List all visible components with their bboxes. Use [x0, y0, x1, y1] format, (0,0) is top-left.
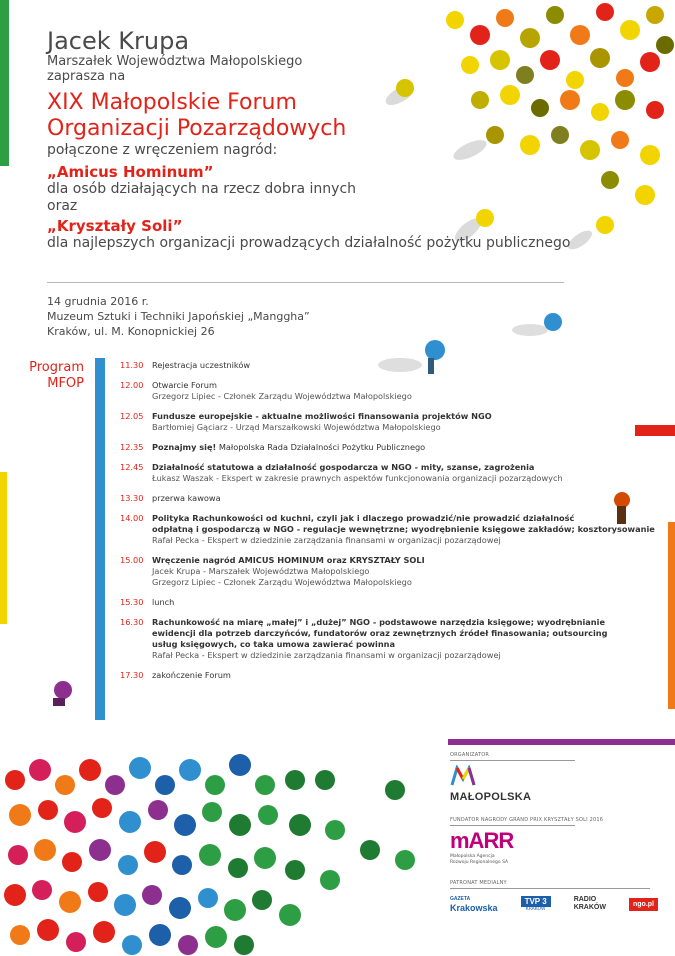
header-divider [47, 282, 564, 283]
schedule-title: lunch [152, 597, 175, 607]
schedule-time: 12.00 [120, 380, 144, 390]
program-title-line2: MFOP [47, 376, 84, 391]
schedule-time: 11.30 [120, 360, 144, 370]
tvp-sub: KRAKÓW [525, 907, 546, 912]
event-info [47, 294, 310, 339]
schedule-title: Poznajmy się! [152, 442, 217, 452]
schedule-title: Otwarcie Forum [152, 380, 217, 390]
radio-line1: RADIO [573, 896, 597, 903]
schedule-time: 12.05 [120, 411, 144, 421]
program-title [22, 360, 84, 392]
marr-subtitle-line1: Małopolska Agencja [450, 854, 495, 859]
schedule-speaker: Jacek Krupa - Marszałek Województwa Małopolskiego [152, 566, 370, 576]
connector-text: oraz [47, 198, 78, 214]
schedule-row [120, 411, 660, 433]
schedule-speaker: Grzegorz Lipiec - Członek Zarządu Województwa Małopolskiego [152, 391, 412, 401]
schedule-time: 15.30 [120, 597, 144, 607]
award1-name: „Amicus Hominum” [47, 163, 214, 181]
award2-description: dla najlepszych organizacji prowadzących działalność pożytku publicznego [47, 235, 571, 251]
schedule-title-cont: usług księgowych, co taka umowa zawierać powinna [152, 639, 396, 649]
radio-line2: KRAKÓW [573, 904, 606, 911]
marr-subtitle-line2: Rozwoju Regionalnego SA [450, 860, 509, 865]
gazeta-big: Krakowska [450, 903, 498, 913]
radio-krakow-logo [574, 896, 606, 912]
tvp-text: TVP 3 [521, 896, 551, 907]
schedule-time: 14.00 [120, 513, 144, 523]
schedule-speaker: Łukasz Waszak - Ekspert w zakresie prawnych aspektów funkcjonowania organizacji pozarządowych [152, 473, 563, 483]
crowd-illustration-bottom [0, 730, 430, 956]
combined-text: połączone z wręczeniem nagród: [47, 142, 278, 158]
gazeta-small: GAZETA [450, 896, 471, 902]
award1-description: dla osób działających na rzecz dobra innych [47, 181, 357, 197]
schedule-time: 12.45 [120, 462, 144, 472]
media-logos [450, 895, 658, 913]
schedule-time: 12.35 [120, 442, 144, 452]
yellow-side-bar [0, 472, 7, 624]
schedule-speaker: Rafał Pecka - Ekspert w dziedzinie zarządzania finansami w organizacji pozarządowej [152, 650, 501, 660]
schedule-title: przerwa kawowa [152, 493, 221, 503]
schedule-row [120, 617, 660, 661]
schedule-row [120, 670, 660, 681]
schedule-title: Rejestracja uczestników [152, 360, 251, 370]
schedule-time: 13.30 [120, 493, 144, 503]
schedule-row [120, 597, 660, 608]
purple-divider-bar [448, 739, 675, 745]
malopolska-m-icon [450, 765, 476, 787]
schedule-row [120, 555, 660, 588]
caption-divider [450, 760, 575, 761]
schedule-title: Rachunkowość na miarę „małej” i „dużej” NGO - podstawowe narzędzia księgowe; wyodrębnianie [152, 617, 605, 627]
schedule-row [120, 360, 660, 371]
header [47, 28, 577, 252]
award2-name: „Kryształy Soli” [47, 217, 183, 235]
event-address: Kraków, ul. M. Konopnickiej 26 [47, 325, 215, 338]
schedule-title-cont: ewidencji dla potrzeb darczyńców, fundatorów oraz zewnętrznych źródeł finasowania; outsourcing [152, 628, 608, 638]
forum-title-line2: Organizacji Pozarządowych [47, 116, 347, 141]
schedule-time: 15.00 [120, 555, 144, 565]
forum-title-line1: XIX Małopolskie Forum [47, 90, 297, 115]
schedule-speaker: Bartłomiej Gąciarz - Urząd Marszałkowski Województwa Małopolskiego [152, 422, 441, 432]
event-date: 14 grudnia 2016 r. [47, 295, 149, 308]
schedule-title: Polityka Rachunkowości od kuchni, czyli jak i dlaczego prowadzić/nie prowadzić działalność [152, 513, 575, 523]
gazeta-krakowska-logo [450, 895, 498, 913]
marr-logo: mARR [450, 828, 514, 853]
schedule-row [120, 493, 660, 504]
funder-caption: FUNDATOR NAGRODY GRAND PRIX KRYSZTAŁY SOLI 2016 [450, 817, 604, 823]
schedule-row [120, 513, 660, 546]
program-title-line1: Program [29, 360, 84, 375]
organizer-name: Jacek Krupa [47, 27, 190, 55]
schedule-title: Wręczenie nagród AMICUS HOMINUM oraz KRYSZTAŁY SOLI [152, 555, 425, 565]
caption-divider [450, 825, 575, 826]
schedule [120, 360, 660, 690]
schedule-row [120, 442, 660, 453]
sponsors [450, 752, 655, 913]
schedule-speaker: Grzegorz Lipiec - Członek Zarządu Województwa Małopolskiego [152, 577, 412, 587]
malopolska-logo [450, 765, 655, 803]
invites-text: zaprasza na [47, 69, 126, 84]
walking-figure-left [35, 670, 85, 725]
schedule-title-cont: odpłatną i gospodarczą w NGO - regulacje wewnętrzne; wyodrębnienie księgowe zakładów; kosztorysowanie [152, 524, 655, 534]
schedule-title: zakończenie Forum [152, 670, 231, 680]
event-venue: Muzeum Sztuki i Techniki Japońskiej „Manggha” [47, 310, 310, 323]
green-side-bar [0, 0, 9, 166]
schedule-title: Działalność statutowa a działalność gospodarcza w NGO - mity, szanse, zagrożenia [152, 462, 535, 472]
schedule-speaker: Rafał Pecka - Ekspert w dziedzinie zarządzania finansami w organizacji pozarządowej [152, 535, 501, 545]
schedule-time: 16.30 [120, 617, 144, 627]
program-blue-bar [95, 358, 105, 720]
ngo-pl-logo: ngo.pl [629, 898, 658, 911]
schedule-title: Fundusze europejskie - aktualne możliwości finansowania projektów NGO [152, 411, 492, 421]
schedule-row [120, 380, 660, 402]
schedule-row [120, 462, 660, 484]
schedule-title-rest: Małopolska Rada Działalności Pożytku Publicznego [216, 442, 426, 452]
organizer-role: Marszałek Województwa Małopolskiego [47, 54, 303, 69]
marr-subtitle [450, 854, 655, 866]
organizer-caption: ORGANIZATOR [450, 752, 490, 758]
media-caption: PATRONAT MEDIALNY [450, 880, 507, 886]
tvp-logo [521, 896, 551, 912]
schedule-time: 17.30 [120, 670, 144, 680]
malopolska-name: MAŁOPOLSKA [450, 791, 532, 803]
caption-divider [450, 888, 650, 889]
